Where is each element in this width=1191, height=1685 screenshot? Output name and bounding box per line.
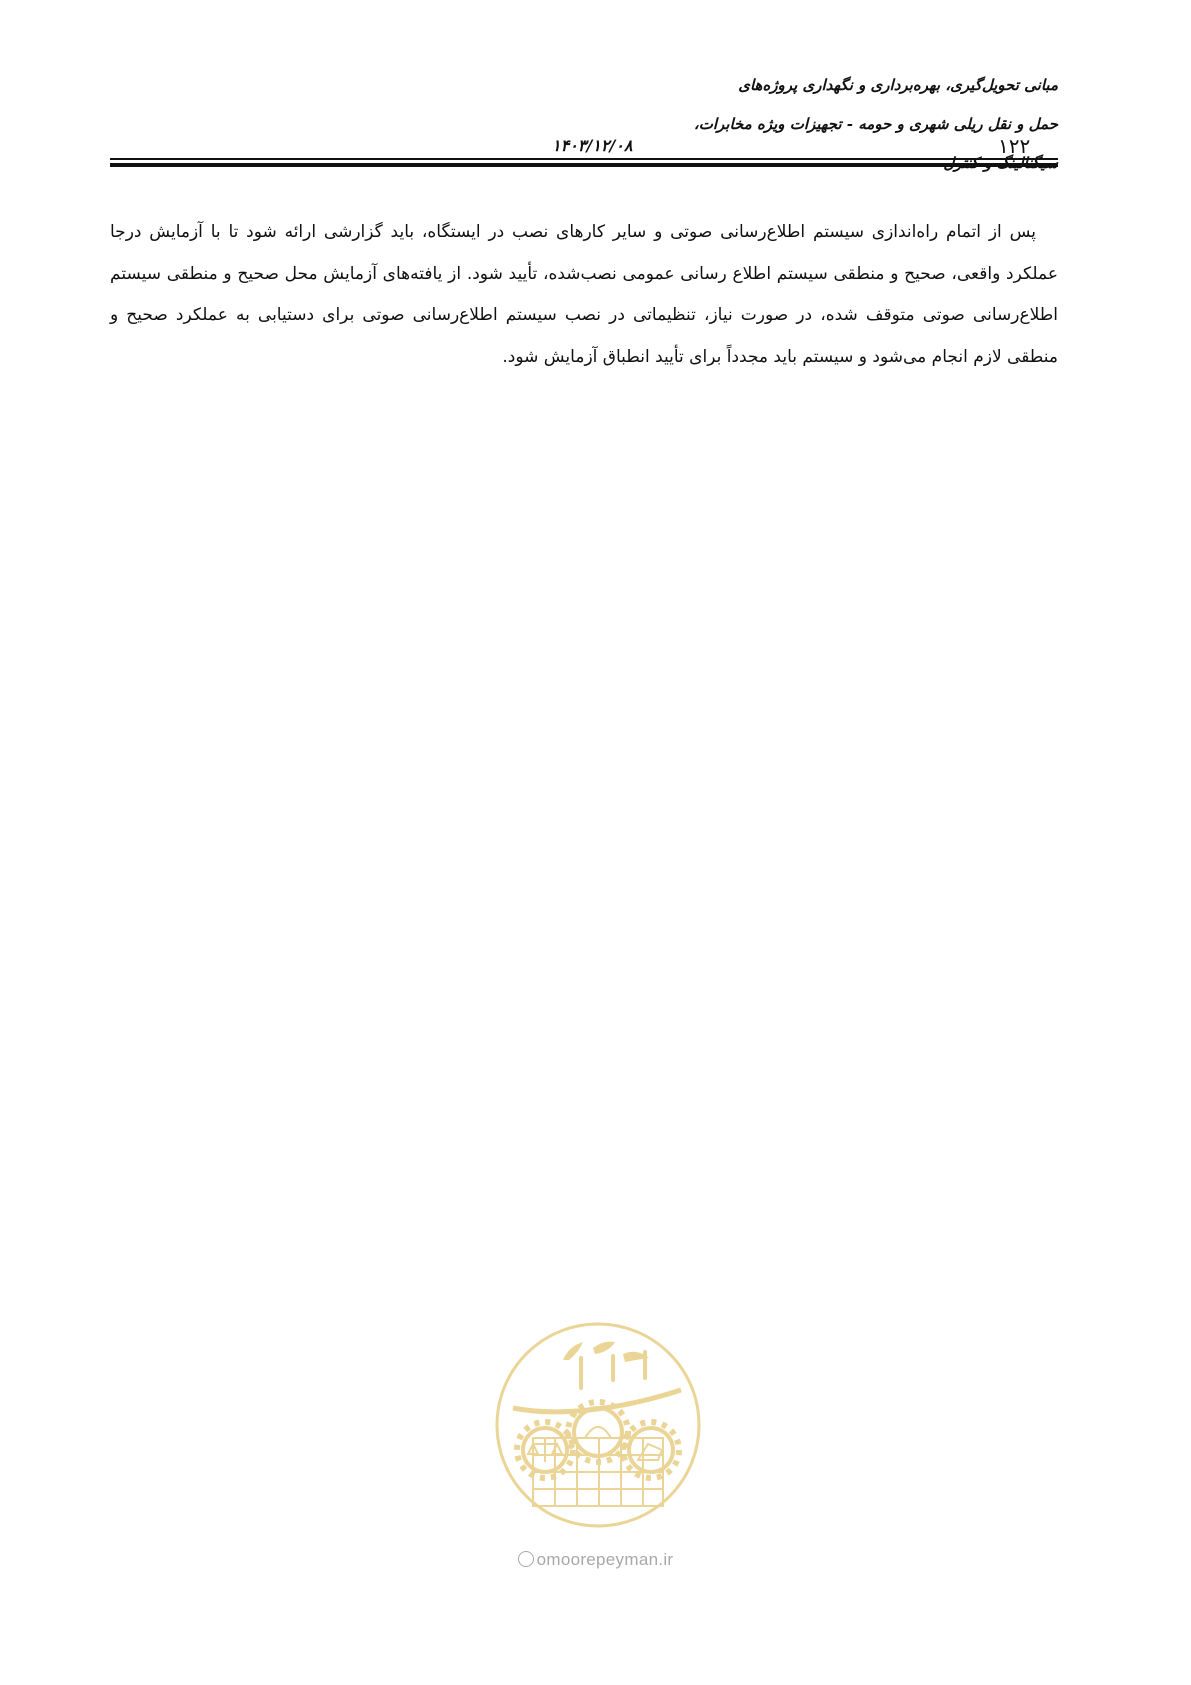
header-date: ۱۴۰۳/۱۲/۰۸ xyxy=(552,136,633,155)
body-paragraph: پس از اتمام راه‌اندازی سیستم اطلاع‌رسانی صوتی و سایر کارهای نصب در ایستگاه، باید گزارشی ارائه شود تا با آزمایش درجا عملکرد واقعی، صحیح و منطقی سیستم اطلاع رسانی عمومی نصب‌شده، تأیید شود. از یافته‌های آزمایش محل صحیح و منطقی سیستم اطلاع‌رسانی صوتی متوقف شده، در صورت نیاز، تنظیماتی در نصب سیستم اطلاع‌رسانی صوتی برای دستیابی به عملکرد صحیح و منطقی لازم انجام می‌شود و سیستم باید مجدداً برای تأیید انطباق آزمایش شود. xyxy=(110,222,1058,367)
header-title-line-1: مبانی تحویل‌گیری، بهره‌برداری و نگهداری پروژه‌های xyxy=(738,76,1058,94)
watermark-url-text: omoorepeyman.ir xyxy=(536,1550,674,1569)
page-number: ۱۲۲ xyxy=(998,134,1031,158)
header-title-line-2: حمل و نقل ریلی شهری و حومه - تجهیزات ویژه مخابرات، xyxy=(693,115,1058,133)
globe-icon xyxy=(518,1551,534,1567)
header-rule-thin xyxy=(110,158,1058,160)
header-rule-thick xyxy=(110,163,1058,167)
watermark-url xyxy=(0,1550,1191,1570)
watermark-logo xyxy=(493,1320,703,1530)
page-header xyxy=(110,60,1058,180)
